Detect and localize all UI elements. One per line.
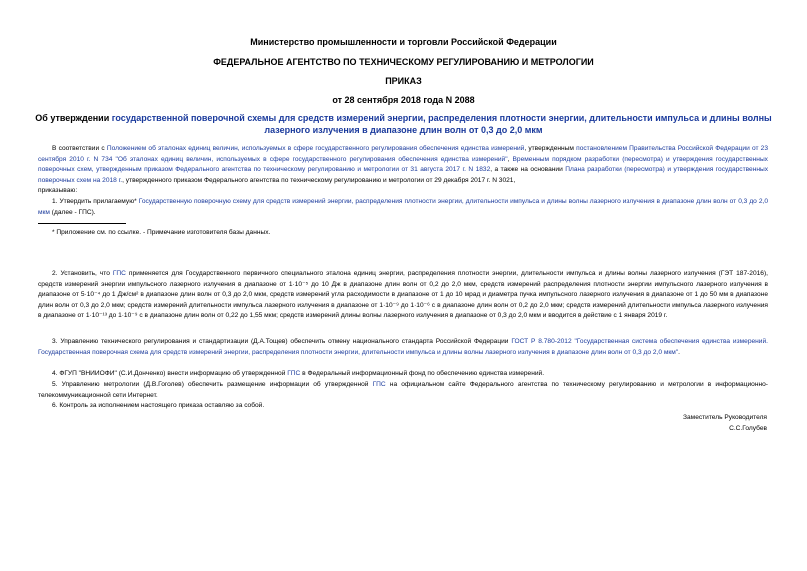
ministry-name: Министерство промышленности и торговли Российской Федерации: [250, 37, 557, 47]
link-gps-3[interactable]: ГПС: [372, 381, 386, 388]
item-3-text-1: 3. Управлению технического регулирования и стандартизации (Д.А.Тощев) обеспечить отмену национального стандарта Российской Федерации: [52, 338, 512, 345]
footnote-separator: [38, 223, 126, 224]
item-1-paragraph: [38, 197, 768, 218]
item-2-text-1: 2. Установить, что: [52, 270, 113, 277]
item-2-paragraph: [38, 269, 768, 322]
item-4-text-1: 4. ФГУП "ВНИИОФИ" (С.И.Донченко) внести информацию об утвержденной: [52, 370, 288, 377]
title-link[interactable]: государственной поверочной схемы для средств измерений энергии, распределения плотности энергии, длительности импульса и длины волны лазерного излучения в диапазоне длин волн от 0,3 до 2,0 мкм: [111, 113, 772, 135]
item-5-text-2: на официальном сайте Федерального агентства по техническому регулированию и метрологии в информационно-телекоммуникационной сети Интернет.: [38, 381, 768, 399]
item-5-paragraph: [38, 380, 768, 401]
item-5-text-1: 5. Управлению метрологии (Д.В.Гоголев) обеспечить размещение информации об утвержденной: [52, 381, 373, 388]
item-2-text-2: применяется для Государственного первичного специального эталона единиц энергии, распределения плотности энергии, длительности импульса и длины волны лазерного излучения (ГЭТ 187-2016), средств измерений энергии импульсного лазерного излучения в диапазоне от 1·10⁻⁵ до 10 Дж в диапазоне длин волн от 0,2 до 2,0 мкм, средств измерений распределения плотности энергии импульсного лазерного излучения в диапазоне от 5·10⁻⁴ до 1 Дж/см² в диапазоне длин волн от 0,3 до 2,0 мкм, средств измерений угла расходимости в диапазоне от 1 до 10 мрад и диаметра пучка импульсного лазерного излучения в диапазоне от 1 до 50 мм в диапазоне длин волн от 0,3 до 2,0 мкм; средств измерений длительности импульса лазерного излучения в диапазоне от 1·10⁻⁹ до 1·10⁻⁶ с в диапазоне длин волн от 0,2 до 2,0 мкм; средств измерений длительности импульса лазерного излучения в диапазоне от 1·10⁻¹³ до 1·10⁻⁹ с в диапазоне длин волн от 0,22 до 1,55 мкм; средств измерений длины волны лазерного излучения в диапазоне от 0,3 до 2,0 мкм и вводится в действие с 1 января 2019 г.: [38, 270, 769, 320]
item-4-paragraph: [38, 369, 768, 380]
title-prefix: Об утверждении: [35, 113, 112, 123]
link-gps-1[interactable]: ГПС: [112, 270, 126, 277]
footnote: * Приложение см. по ссылке. - Примечание изготовителя базы данных.: [52, 229, 271, 236]
document-date: от 28 сентября 2018 года N 2088: [332, 95, 475, 105]
document-type: ПРИКАЗ: [385, 76, 422, 86]
link-gps-2[interactable]: ГПС: [287, 370, 301, 377]
item-6-paragraph: 6. Контроль за исполнением настоящего приказа оставляю за собой.: [52, 402, 265, 409]
link-government-decree[interactable]: постановлением Правительства Российской Федерации от 23 сентября 2010 г. N 734 "Об эталонах единиц величин, используемых в сфере государственного регулирования обеспечения единства измерений": [38, 145, 769, 163]
item-1-text-1: 1. Утвердить прилагаемую*: [52, 198, 139, 205]
preamble-text-1: В соответствии с: [52, 145, 107, 152]
preamble-text-3: ,: [507, 155, 513, 163]
item-1-text-2: (далее - ГПС).: [49, 208, 96, 216]
link-temporary-procedure[interactable]: Временным порядком разработки (пересмотра) и утверждения государственных поверочных схем, утвержденным приказом Федерального агентства по техническому регулированию и метрологии от 31 августа 2017 г. N 1832: [38, 155, 768, 174]
link-gost[interactable]: ГОСТ Р 8.780-2012 "Государственная система обеспечения единства измерений. Государственная поверочная схема для средств измерений энергии, распределения плотности энергии, длительности импульса и длины волны лазерного излучения в диапазоне длин волн от 0,3 до 2,0 мкм": [38, 338, 768, 356]
preamble-text-4: , а также на основании: [490, 166, 566, 174]
order-word: приказываю:: [38, 187, 78, 195]
preamble-text-5: , утвержденного приказом Федерального агентства по техническому регулированию и метрологии от 29 декабря 2017 г. N 3021: [122, 176, 514, 184]
agency-name: ФЕДЕРАЛЬНОЕ АГЕНТСТВО ПО ТЕХНИЧЕСКОМУ РЕГУЛИРОВАНИЮ И МЕТРОЛОГИИ: [213, 57, 594, 67]
item-3-paragraph: [38, 337, 768, 358]
signature-name: С.С.Голубев: [729, 425, 767, 432]
preamble-text-2: , утвержденным: [524, 145, 577, 152]
preamble-paragraph: [38, 144, 768, 197]
signature-position: Заместитель Руководителя: [683, 414, 767, 421]
link-development-plan[interactable]: Плана разработки (пересмотра) и утверждения государственных поверочных схем на 2018 г.: [38, 166, 769, 184]
link-verification-scheme[interactable]: Государственную поверочную схему для средств измерений энергии, распределения плотности энергии, длительности импульса и длины волны лазерного излучения в диапазоне длин волн от 0,3 до 2,0 мкм: [38, 198, 768, 216]
item-4-text-2: в Федеральный информационный фонд по обеспечению единства измерений.: [300, 370, 545, 377]
link-regulation-standards[interactable]: Положением об эталонах единиц величин, используемых в сфере государственного регулирования обеспечения единства измерений: [106, 145, 525, 152]
document-title: [30, 112, 777, 136]
item-3-text-2: .: [678, 348, 680, 356]
preamble-text-6: ,: [513, 176, 516, 184]
